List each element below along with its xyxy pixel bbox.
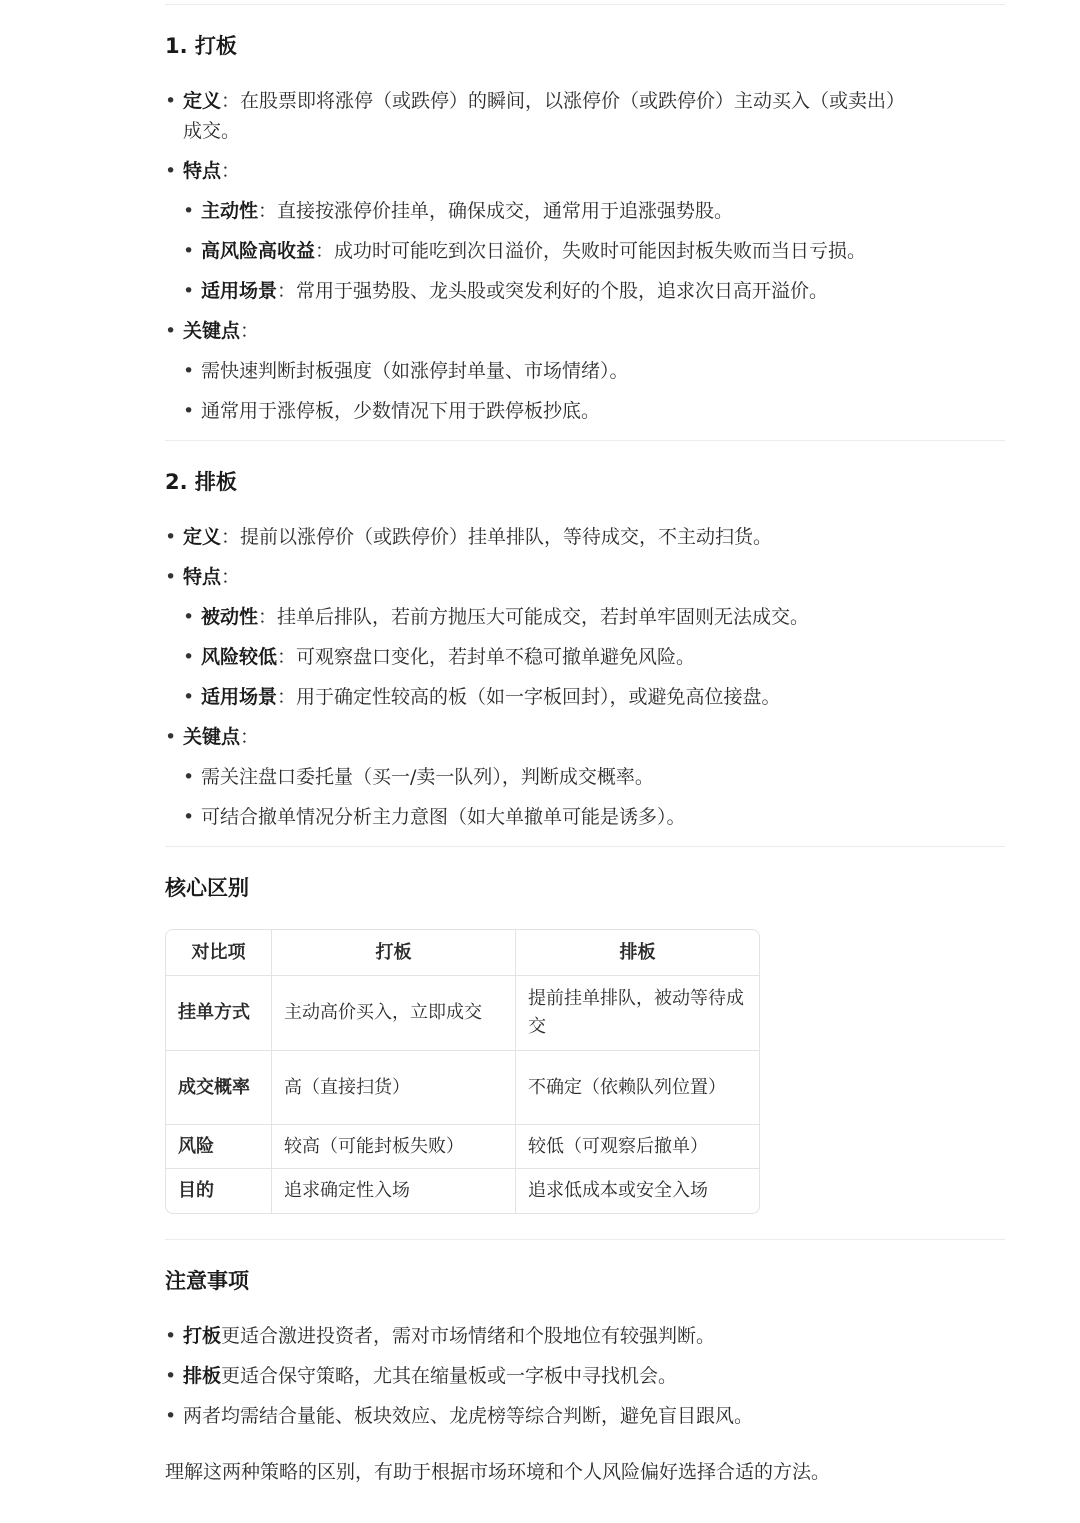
divider xyxy=(165,1239,1005,1240)
divider xyxy=(165,4,1005,5)
keypoints-label: 关键点 xyxy=(183,726,241,748)
sep: ： xyxy=(240,320,260,342)
note-text: 更适合激进投资者，需对市场情绪和个股地位有较强判断。 xyxy=(221,1325,716,1347)
note-key: 打板 xyxy=(183,1325,222,1347)
table-cell: 追求低成本或安全入场 xyxy=(528,1180,708,1201)
definition-text: 提前以涨停价（或跌停价）挂单排队，等待成交，不主动扫货。 xyxy=(240,526,773,548)
notes-list xyxy=(165,1321,1005,1431)
table-row xyxy=(166,976,759,1051)
feature-key: 被动性 xyxy=(201,606,259,628)
sep: ： xyxy=(221,566,241,588)
list-item xyxy=(183,602,1005,632)
feature-key: 主动性 xyxy=(201,200,259,222)
feature-key: 适用场景 xyxy=(201,280,278,302)
divider xyxy=(165,846,1005,847)
conclusion-text: 理解这两种策略的区别，有助于根据市场环境和个人风险偏好选择合适的方法。 xyxy=(165,1461,831,1483)
sep: ： xyxy=(221,90,241,112)
list-item: • 需快速判断封板强度（如涨停封单量、市场情绪）。 xyxy=(183,356,1005,386)
table-row xyxy=(166,1125,759,1169)
table-cell: 提前挂单排队，被动等待成交 xyxy=(516,976,759,1051)
list-item xyxy=(165,1361,1005,1391)
list-item-features xyxy=(165,562,1005,592)
feature-text: ：常用于强势股、龙头股或突发利好的个股，追求次日高开溢价。 xyxy=(277,280,829,302)
sep: ： xyxy=(240,726,260,748)
table-row xyxy=(166,1051,759,1125)
paiban-list xyxy=(165,522,1005,832)
list-item-definition xyxy=(165,86,1005,146)
keypoints-label: 关键点 xyxy=(183,320,241,342)
article xyxy=(165,0,1005,1506)
table-cell: 高（直接扫货） xyxy=(272,1051,516,1125)
note-text: 两者均需结合量能、板块效应、龙虎榜等综合判断，避免盲目跟风。 xyxy=(183,1405,754,1427)
list-item xyxy=(183,276,1005,306)
table-cell: 风险 xyxy=(166,1125,272,1169)
sep: ： xyxy=(221,160,241,182)
table-cell: 较高（可能封板失败） xyxy=(272,1125,516,1169)
feature-key: 风险较低 xyxy=(201,646,278,668)
list-item xyxy=(183,642,1005,672)
list-item xyxy=(165,1321,1005,1351)
note-key: 排板 xyxy=(183,1365,222,1387)
note-text: 更适合保守策略，尤其在缩量板或一字板中寻找机会。 xyxy=(221,1365,678,1387)
comparison-table xyxy=(165,929,760,1214)
definition-text: 在股票即将涨停（或跌停）的瞬间，以涨停价（或跌停价）主动买入（或卖出） xyxy=(240,90,906,112)
list-item xyxy=(165,1401,1005,1431)
feature-key: 高风险高收益 xyxy=(201,240,316,262)
list-item: • 通常用于涨停板，少数情况下用于跌停板抄底。 xyxy=(183,396,1005,426)
list-item xyxy=(183,236,1005,266)
section-title-notes: 注意事项 xyxy=(165,1269,249,1293)
list-item: • 可结合撤单情况分析主力意图（如大单撤单可能是诱多）。 xyxy=(183,802,1005,832)
sep: ： xyxy=(221,526,241,548)
table-cell: 追求确定性入场 xyxy=(272,1169,516,1213)
daban-list xyxy=(165,86,1005,426)
table-cell: 成交概率 xyxy=(166,1051,272,1125)
section-title-daban: 1. 打板 xyxy=(165,34,237,58)
feature-key: 适用场景 xyxy=(201,686,278,708)
list-item: • 需关注盘口委托量（买一/卖一队列），判断成交概率。 xyxy=(183,762,1005,792)
feature-text: ：用于确定性较高的板（如一字板回封），或避免高位接盘。 xyxy=(277,686,781,708)
list-item-features xyxy=(165,156,1005,186)
table-cell: 主动高价买入，立即成交 xyxy=(272,976,516,1051)
list-item-keypoints xyxy=(165,722,1005,752)
list-item xyxy=(183,196,1005,226)
feature-text: ：可观察盘口变化，若封单不稳可撤单避免风险。 xyxy=(277,646,696,668)
table-cell: 目的 xyxy=(166,1169,272,1213)
table-header: 排板 xyxy=(516,930,759,976)
definition-label: 定义 xyxy=(183,526,222,548)
definition-text-cont: 成交。 xyxy=(183,120,241,142)
section-title-difference: 核心区别 xyxy=(165,876,249,900)
list-item-keypoints xyxy=(165,316,1005,346)
list-item-definition xyxy=(165,522,1005,552)
table-cell: 挂单方式 xyxy=(166,976,272,1051)
feature-text: ：挂单后排队，若前方抛压大可能成交，若封单牢固则无法成交。 xyxy=(258,606,810,628)
features-label: 特点 xyxy=(183,566,222,588)
table-header: 打板 xyxy=(272,930,516,976)
feature-text: ：成功时可能吃到次日溢价，失败时可能因封板失败而当日亏损。 xyxy=(315,240,867,262)
list-item xyxy=(183,682,1005,712)
definition-label: 定义 xyxy=(183,90,222,112)
table-cell: 不确定（依赖队列位置） xyxy=(516,1051,759,1125)
table-row xyxy=(166,1169,759,1213)
section-title-paiban: 2. 排板 xyxy=(165,470,237,494)
features-label: 特点 xyxy=(183,160,222,182)
table-header: 对比项 xyxy=(166,930,272,976)
feature-text: ：直接按涨停价挂单，确保成交，通常用于追涨强势股。 xyxy=(258,200,734,222)
divider xyxy=(165,440,1005,441)
table-cell: 较低（可观察后撤单） xyxy=(516,1125,759,1169)
